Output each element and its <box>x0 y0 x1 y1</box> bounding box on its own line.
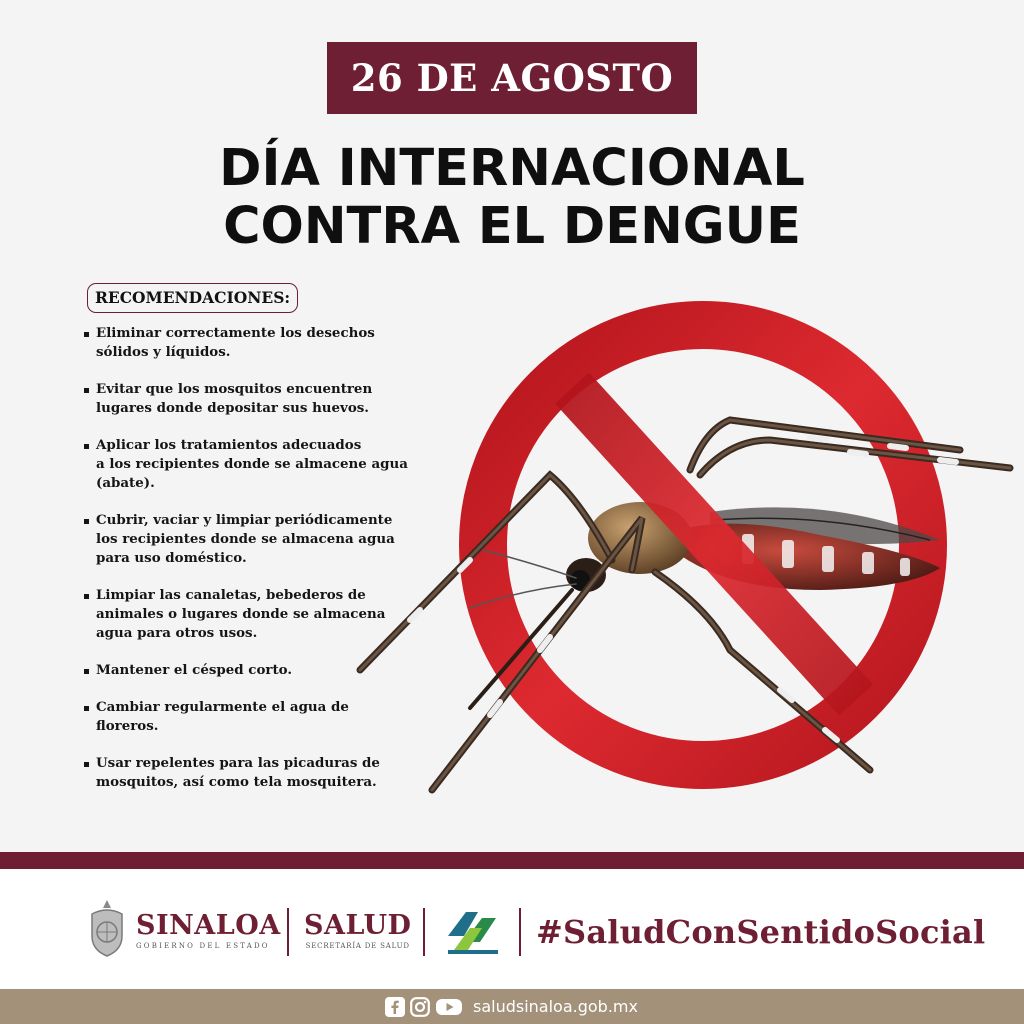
instagram-icon[interactable] <box>410 997 430 1017</box>
list-item <box>84 436 414 493</box>
sinaloa-logo <box>136 912 281 950</box>
salud-logo-subtitle: SECRETARÍA DE SALUD <box>305 942 410 950</box>
list-item-line: Usar repelentes para las picaduras de <box>96 755 380 771</box>
logo-separator <box>423 908 425 956</box>
list-item <box>84 661 414 680</box>
list-item <box>84 586 414 643</box>
list-item-line: Mantener el césped corto. <box>96 662 292 678</box>
list-item-line: Limpiar las canaletas, bebederos de <box>96 587 366 603</box>
youtube-icon[interactable] <box>436 997 462 1017</box>
list-item-line: a los recipientes donde se almacene agua <box>96 456 408 472</box>
list-item-line: Cambiar regularmente el agua de floreros. <box>96 699 349 734</box>
date-banner: 26 DE AGOSTO <box>327 42 697 114</box>
list-item-line: Cubrir, vaciar y limpiar periódicamente <box>96 512 393 528</box>
list-item <box>84 754 414 792</box>
list-item-line: Aplicar los tratamientos adecuados <box>96 437 362 453</box>
logo-separator <box>287 908 289 956</box>
list-item-line: agua para otros usos. <box>96 625 258 641</box>
mosquito-back-legs <box>690 420 1010 475</box>
recommendations-heading: RECOMENDACIONES: <box>87 283 298 313</box>
list-item <box>84 698 414 736</box>
page-title <box>0 140 1024 256</box>
sinaloa-logo-name: SINALOA <box>136 910 281 941</box>
list-item-line: lugares donde depositar sus huevos. <box>96 400 369 416</box>
divider-band <box>0 852 1024 869</box>
sinaloa-logo-subtitle: GOBIERNO DEL ESTADO <box>136 942 270 950</box>
no-mosquito-icon <box>350 290 1024 810</box>
list-item-line: Evitar que los mosquitos encuentren <box>96 381 373 397</box>
list-item-line: (abate). <box>96 475 155 491</box>
list-item <box>84 380 414 418</box>
logo-separator <box>519 908 521 956</box>
list-item <box>84 324 414 362</box>
title-line-1: DÍA INTERNACIONAL <box>219 139 805 198</box>
list-item-line: Eliminar correctamente los desechos <box>96 325 375 341</box>
salud-logo-name: SALUD <box>304 910 412 941</box>
facebook-icon[interactable] <box>385 997 405 1017</box>
list-item-line: mosquitos, así como tela mosquitera. <box>96 774 377 790</box>
list-item-line: sólidos y líquidos. <box>96 344 231 360</box>
list-item-line: animales o lugares donde se almacena <box>96 606 386 622</box>
list-item <box>84 511 414 568</box>
salud-logo <box>304 912 411 950</box>
sinaloa-coat-of-arms-icon <box>86 898 128 960</box>
campaign-hashtag: #SaludConSentidoSocial <box>536 913 986 951</box>
list-item-line: los recipientes donde se almacena agua <box>96 531 395 547</box>
recommendations-list <box>84 324 414 810</box>
list-item-line: para uso doméstico. <box>96 550 247 566</box>
institution-logo-icon <box>444 906 502 956</box>
title-line-2: CONTRA EL DENGUE <box>223 197 801 256</box>
website-link[interactable]: saludsinaloa.gob.mx <box>473 997 638 1016</box>
